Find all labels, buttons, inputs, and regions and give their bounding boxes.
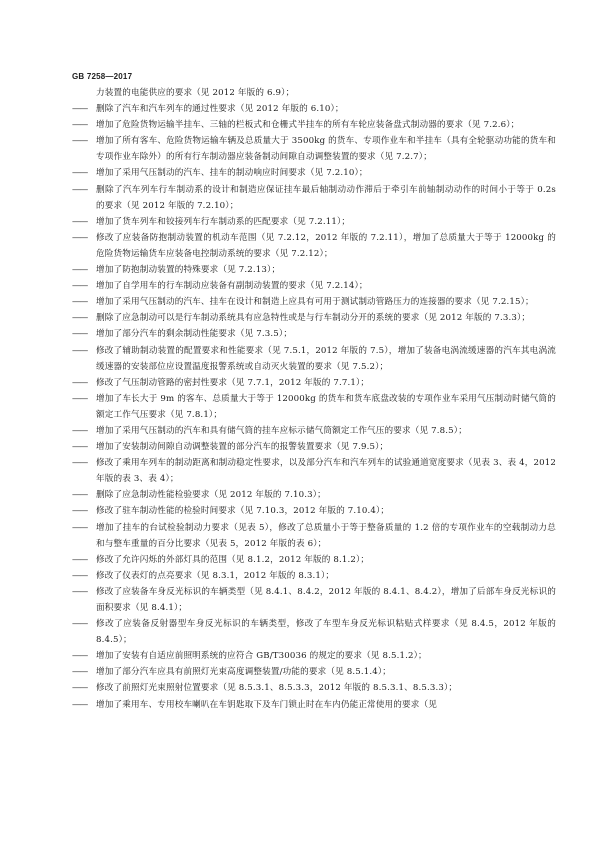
list-dash: —— <box>72 232 88 243</box>
list-dash: —— <box>72 458 88 469</box>
list-item-text: 增加了部分汽车应具有前照灯光束高度调整装置/功能的要求（见 8.5.1.4）； <box>96 667 392 678</box>
list-dash: —— <box>72 651 88 662</box>
list-dash: —— <box>72 345 88 356</box>
list-item-text: 增加了采用气压制动的汽车、挂车在设计和制造上应具有可用于测试制动管路压力的连接器的要求（见 7.2.15）； <box>96 297 534 308</box>
list-item-text: 增加了部分汽车的剩余制动性能要求（见 7.3.5）； <box>96 329 293 340</box>
list-item <box>72 326 556 342</box>
list-item-text: 增加了安装制动间隙自动调整装置的部分汽车的报警装置要求（见 7.9.5）； <box>96 442 389 453</box>
list-item <box>72 520 556 552</box>
list-dash: —— <box>72 554 88 565</box>
list-item-text: 修改了允许闪烁的外部灯具的范围（见 8.1.2，2012 年版的 8.1.2）； <box>96 554 370 565</box>
list-dash: —— <box>72 683 88 694</box>
list-dash: —— <box>72 425 88 436</box>
list-item-text: 删除了汽车列车行车制动系的设计和制造应保证挂车最后轴制动动作滞后于牵引车前轴制动动作的时间小于等于 0.2s 的要求（见 2012 年版的 7.2.10）； <box>96 184 556 211</box>
list-item <box>72 375 556 391</box>
list-item-text: 删除了汽车和汽车列车的通过性要求（见 2012 年版的 6.10）； <box>96 104 344 115</box>
list-dash: —— <box>72 120 88 131</box>
list-item-text: 修改了应装备反射器型车身反光标识的车辆类型，修改了车型车身反光标识粘贴式样要求（见 8.4.5，2012 年版的 8.4.5）； <box>96 619 556 646</box>
list-item <box>72 230 556 262</box>
list-dash: —— <box>72 265 88 276</box>
list-dash: —— <box>72 490 88 501</box>
list-item <box>72 439 556 455</box>
list-dash: —— <box>72 184 88 195</box>
list-item-text: 力装置的电能供应的要求（见 2012 年版的 6.9）； <box>96 88 295 98</box>
list-dash: —— <box>72 377 88 388</box>
list-item-text: 增加了所有客车、危险货物运输车辆及总质量大于 3500kg 的货车、专项作业车和半挂车（具有全轮驱动功能的货车和专项作业车除外）的所有行车制动器应装备制动间隙自动调整装置的要求（见 7.2.7）； <box>96 136 556 163</box>
list-item-text: 修改了应装备防抱制动装置的机动车范围（见 7.2.12，2012 年版的 7.2.11），增加了总质量大于等于 12000kg 的危险货物运输货车应装备电控制动系统的要求（见 7.2.12）； <box>96 232 556 259</box>
list-item <box>72 552 556 568</box>
list-dash: —— <box>72 297 88 308</box>
list-dash: —— <box>72 619 88 630</box>
list-dash: —— <box>72 136 88 147</box>
list-dash: —— <box>72 168 88 179</box>
list-dash: —— <box>72 667 88 678</box>
list-item <box>72 664 556 680</box>
list-item-text: 修改了乘用车列车的制动距离和制动稳定性要求，以及部分汽车和汽车列车的试验通道宽度要求（见表 3、表 4，2012 年版的表 3、表 4）； <box>96 458 556 485</box>
list-dash: —— <box>72 699 88 710</box>
list-item-text: 增加了车长大于 9m 的客车、总质量大于等于 12000kg 的货车和货车底盘改装的专项作业车采用气压制动时储气筒的额定工作气压要求（见 7.8.1）； <box>96 393 556 420</box>
list-item-text: 增加了自学用车的行车制动应装备有副制动装置的要求（见 7.2.14）； <box>96 281 368 292</box>
list-item-text: 增加了危险货物运输半挂车、三轴的栏板式和仓栅式半挂车的所有车轮应装备盘式制动器的要求（见 7.2.6）； <box>96 120 520 131</box>
list-item-text: 修改了前照灯光束照射位置要求（见 8.5.3.1、8.5.3.3，2012 年版的 8.5.3.1、8.5.3.3）； <box>96 683 458 694</box>
list-item <box>72 101 556 117</box>
list-item-text: 修改了气压制动管路的密封性要求（见 7.7.1，2012 年版的 7.7.1）； <box>96 377 370 388</box>
list-dash: —— <box>72 313 88 324</box>
list-item <box>72 423 556 439</box>
list-item <box>72 262 556 278</box>
list-item <box>72 310 556 326</box>
list-item-text: 删除了应急制动可以是行车制动系统具有应急特性或是与行车制动分开的系统的要求（见 2012 年版的 7.3.3）； <box>96 313 531 324</box>
list-item <box>72 648 556 664</box>
list-item <box>72 214 556 230</box>
list-item <box>72 455 556 487</box>
list-dash: —— <box>72 506 88 517</box>
list-item <box>72 697 556 713</box>
list-item-text: 增加了乘用车、专用校车喇叭在车钥匙取下及车门锁止时在车内仍能正常使用的要求（见 <box>96 699 438 710</box>
list-item <box>72 616 556 648</box>
list-item <box>72 343 556 375</box>
list-dash: —— <box>72 104 88 115</box>
list-item-text: 增加了挂车的台试检验制动力要求（见表 5），修改了总质量小于等于整备质量的 1.2 倍的专项作业车的空载制动力总和与整车重量的百分比要求（见表 5，2012 年版的表 6）； <box>96 522 556 549</box>
list-item <box>72 584 556 616</box>
list-item-text: 修改了仪表灯的点亮要求（见 8.3.1，2012 年版的 8.3.1）； <box>96 570 335 581</box>
list-dash: —— <box>72 570 88 581</box>
list-item <box>72 182 556 214</box>
list-item-text: 增加了采用气压制动的汽车和具有储气筒的挂车应标示储气筒额定工作气压的要求（见 7.8.5）； <box>96 425 467 436</box>
amendment-list <box>72 85 556 713</box>
list-item <box>72 503 556 519</box>
list-dash: —— <box>72 329 88 340</box>
list-item-text: 增加了货车列车和铰接列车行车制动系的匹配要求（见 7.2.11）； <box>96 216 351 227</box>
list-item-text: 删除了应急制动性能检验要求（见 2012 年版的 7.10.3）； <box>96 490 326 501</box>
list-item-text: 增加了安装有自适应前照明系统的应符合 GB/T30036 的规定的要求（见 8.5.1.2）； <box>96 651 427 662</box>
list-dash: —— <box>72 216 88 227</box>
list-item-text: 修改了辅助制动装置的配置要求和性能要求（见 7.5.1，2012 年版的 7.5），增加了装备电涡流缓速器的汽车其电涡流缓速器的安装部位应设置温度报警系统或自动灭火装置的要求（见 7.5.2）； <box>96 345 556 372</box>
list-item <box>72 568 556 584</box>
standard-code-header: GB 7258—2017 <box>72 72 133 81</box>
list-item <box>72 133 556 165</box>
list-item <box>72 165 556 181</box>
list-item <box>72 117 556 133</box>
list-item <box>72 487 556 503</box>
list-dash: —— <box>72 281 88 292</box>
list-dash: —— <box>72 586 88 597</box>
list-dash: —— <box>72 442 88 453</box>
list-item-text: 修改了应装备车身反光标识的车辆类型（见 8.4.1、8.4.2，2012 年版的 8.4.1、8.4.2），增加了后部车身反光标识的面积要求（见 8.4.1）； <box>96 586 556 613</box>
list-item-text: 增加了防抱制动装置的特殊要求（见 7.2.13）； <box>96 265 281 276</box>
list-item-text: 增加了采用气压制动的汽车、挂车的制动响应时间要求（见 7.2.10）； <box>96 168 368 179</box>
list-item <box>72 391 556 423</box>
list-item <box>72 85 556 101</box>
list-dash: —— <box>72 522 88 533</box>
list-item <box>72 278 556 294</box>
list-item <box>72 294 556 310</box>
list-dash: —— <box>72 393 88 404</box>
list-item <box>72 680 556 696</box>
list-item-text: 修改了驻车制动性能的检验时间要求（见 7.10.3，2012 年版的 7.10.4）； <box>96 506 390 517</box>
